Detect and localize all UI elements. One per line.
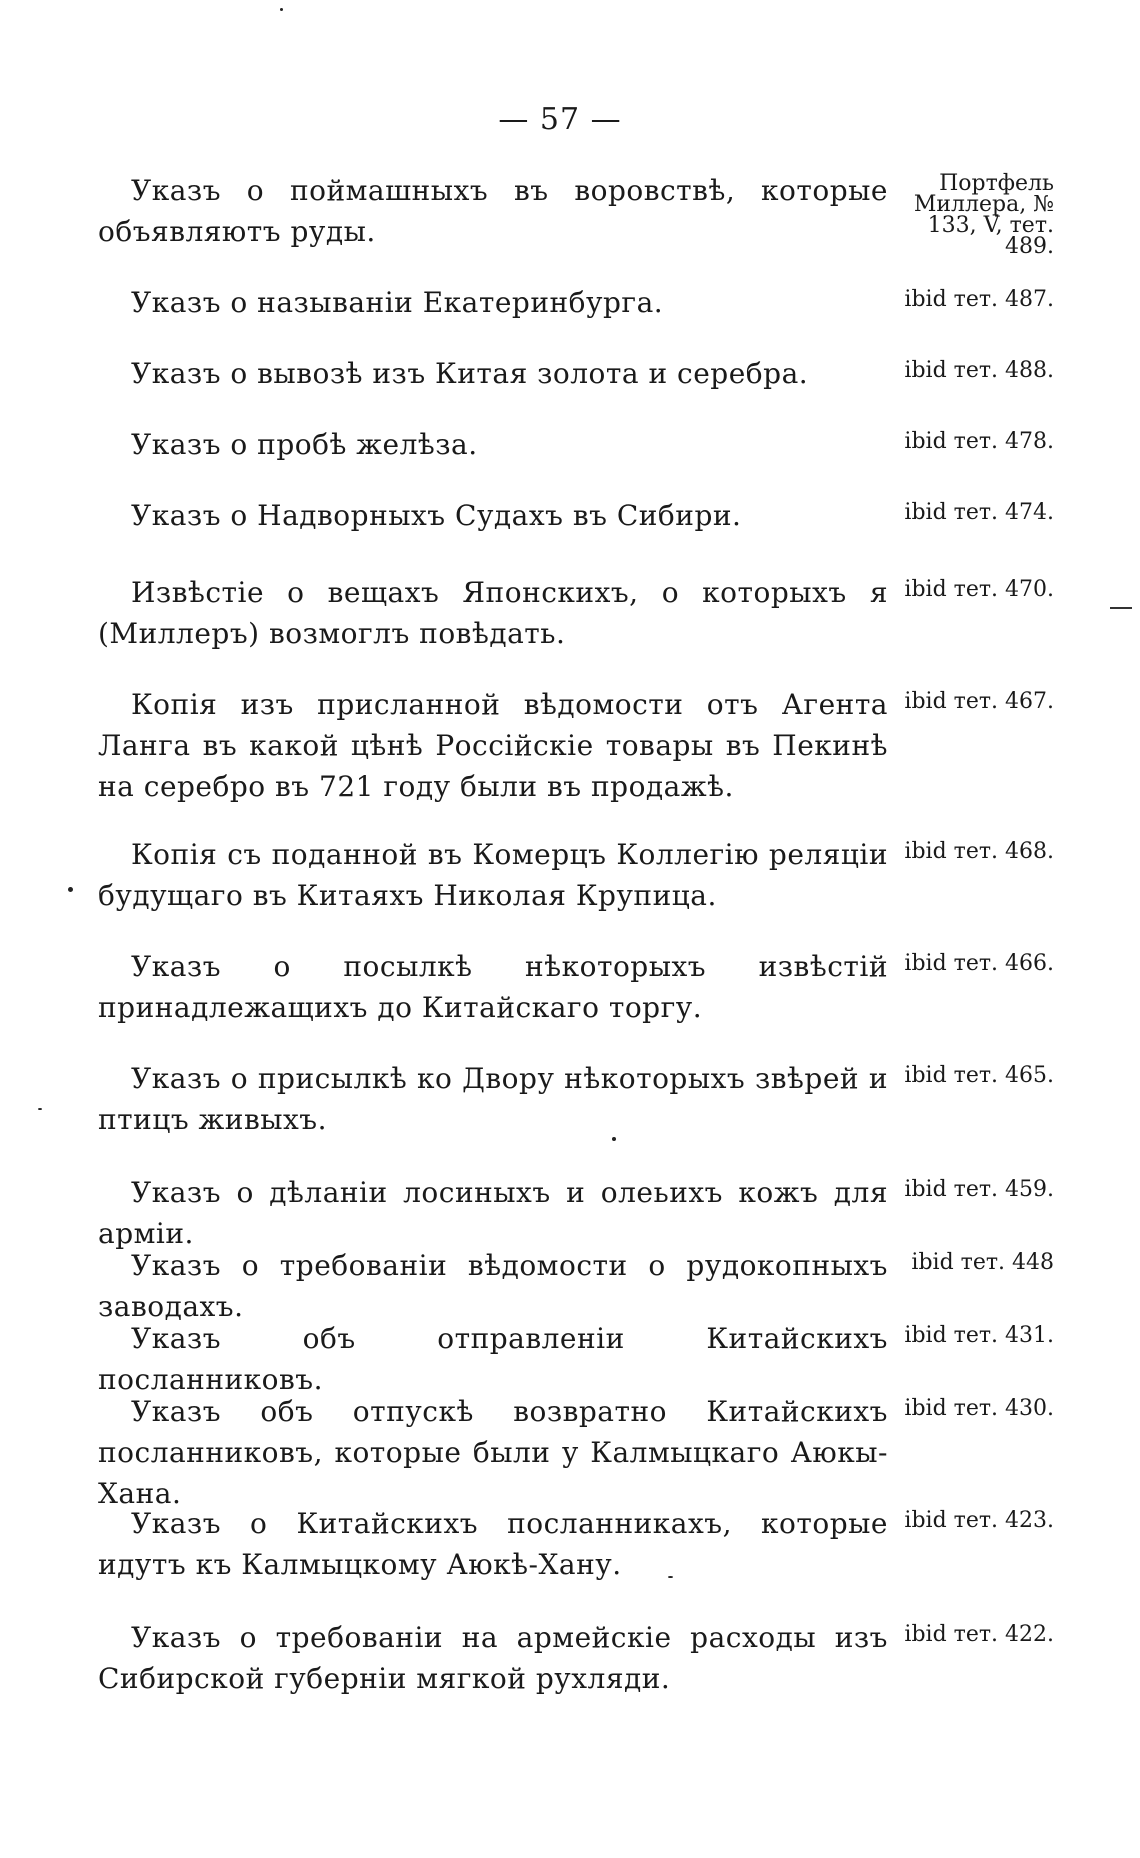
entry-text: Указъ о Надворныхъ Судахъ въ Сибири. — [131, 499, 742, 532]
entry-text: Указъ о поймашныхъ въ воровствѣ, которые объявляютъ руды. — [98, 174, 888, 248]
print-speck — [68, 887, 73, 892]
entry-reference: ibid тет. 468. — [904, 839, 1054, 864]
entry-text: Указъ о называнiи Екатеринбурга. — [131, 286, 664, 319]
entry-reference: ibid тет. 466. — [904, 951, 1054, 976]
entry-reference: ibid тет. 487. — [904, 287, 1054, 312]
entry-reference: ibid тет. 430. — [904, 1396, 1054, 1421]
entry-text: Указъ о посылкѣ нѣкоторыхъ извѣстiй принадлежащихъ до Китайскаго торгу. — [98, 950, 888, 1024]
entry-reference: ibid тет. 474. — [904, 500, 1054, 525]
entry-reference: ibid тет. 470. — [904, 577, 1054, 602]
print-speck — [668, 1576, 673, 1578]
entry-reference: ibid тет. 423. — [904, 1508, 1054, 1533]
entry-text: Копiя изъ присланной вѣдомости отъ Агента Ланга въ какой цѣнѣ Россiйскiе товары въ Пекинѣ на серебро въ 721 году были въ продажѣ. — [98, 688, 888, 803]
entry-reference: ibid тет. 467. — [904, 689, 1054, 714]
entry-reference: ibid тет. 431. — [904, 1323, 1054, 1348]
entry-text: Извѣстiе о вещахъ Японскихъ, о которыхъ я (Миллеръ) возмоглъ повѣдать. — [98, 576, 888, 650]
entry-text: Указъ о присылкѣ ко Двору нѣкоторыхъ звѣрей и птицъ живыхъ. — [98, 1062, 888, 1136]
entry-text: Указъ о требованiи вѣдомости о рудокопныхъ заводахъ. — [98, 1249, 888, 1323]
entry-reference: ibid тет. 465. — [904, 1063, 1054, 1088]
entry-text: Копiя съ поданной въ Комерцъ Коллегiю реляцiи будущаго въ Китаяхъ Николая Крупица. — [98, 838, 888, 912]
entry-reference: ibid тет. 422. — [904, 1622, 1054, 1647]
entry-text: Указъ о вывозѣ изъ Китая золота и серебра. — [131, 357, 809, 390]
entry-text: Указъ о требованiи на армейскiе расходы изъ Сибирской губернiи мягкой рухляди. — [98, 1621, 888, 1695]
entry-reference: ibid тет. 478. — [904, 429, 1054, 454]
entry-text: Указъ о Китайскихъ посланникахъ, которые идутъ къ Калмыцкому Аюкѣ-Хану. — [98, 1507, 888, 1581]
entry-text: Указъ объ отпускѣ возвратно Китайскихъ посланниковъ, которые были у Калмыцкаго Аюкы-Хана. — [98, 1395, 888, 1510]
entry-reference: ibid тет. 488. — [904, 358, 1054, 383]
entry-reference: ibid тет. 448 — [911, 1250, 1054, 1275]
print-speck — [612, 1137, 616, 1141]
entry-text: Указъ объ отправленiи Китайскихъ посланниковъ. — [98, 1322, 888, 1396]
print-speck — [38, 1108, 42, 1110]
print-speck — [280, 8, 283, 11]
page-number: — 57 — — [498, 102, 622, 137]
entry-text: Указъ о пробѣ желѣза. — [131, 428, 478, 461]
entry-reference: Портфель Миллера, № 133, V, тет. 489. — [913, 171, 1054, 259]
entry-text: Указъ о дѣланiи лосиныхъ и олеьихъ кожъ для армiи. — [98, 1176, 888, 1250]
margin-mark — [1110, 607, 1132, 609]
entry-reference: ibid тет. 459. — [904, 1177, 1054, 1202]
